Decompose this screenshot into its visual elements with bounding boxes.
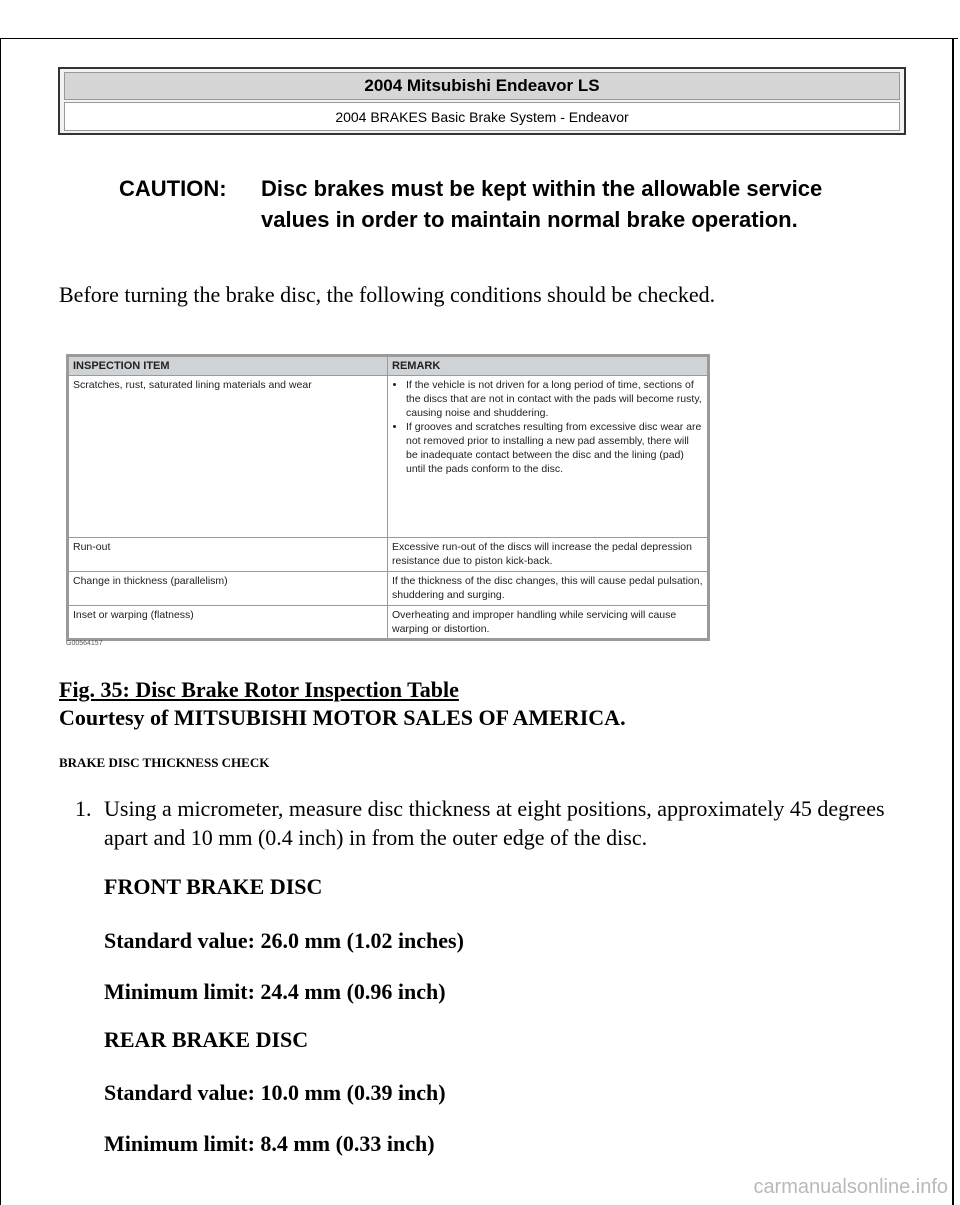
table-cell-remark: Overheating and improper handling while servicing will cause warping or distortion. bbox=[388, 606, 709, 640]
section-heading: BRAKE DISC THICKNESS CHECK bbox=[59, 755, 270, 770]
remark-bullet: • If the vehicle is not driven for a long period of time, sections of the discs that are not in contact with the pads will become rusty, causing noise and shuddering. bbox=[406, 378, 703, 420]
site-watermark: carmanualsonline.info bbox=[753, 1176, 948, 1198]
rear-standard-value: Standard value: 10.0 mm (0.39 inch) bbox=[104, 1080, 446, 1105]
rear-disc-heading: REAR BRAKE DISC bbox=[104, 1027, 309, 1052]
header-subtitle: 2004 BRAKES Basic Brake System - Endeavor bbox=[64, 102, 900, 131]
document-header bbox=[58, 67, 906, 135]
front-standard-value: Standard value: 26.0 mm (1.02 inches) bbox=[104, 928, 464, 953]
table-cell-remark bbox=[388, 376, 709, 538]
table-cell-item: Run-out bbox=[68, 538, 388, 572]
column-header-remark: REMARK bbox=[388, 356, 709, 376]
inspection-table bbox=[66, 354, 710, 641]
front-disc-heading: FRONT BRAKE DISC bbox=[104, 874, 323, 899]
front-minimum-limit: Minimum limit: 24.4 mm (0.96 inch) bbox=[104, 979, 446, 1004]
page-frame-left bbox=[0, 38, 1, 1205]
step-number: 1. bbox=[75, 796, 92, 821]
figure-code: G00564157 bbox=[66, 640, 103, 647]
column-header-item: INSPECTION ITEM bbox=[68, 356, 388, 376]
table-row bbox=[68, 376, 709, 538]
header-title: 2004 Mitsubishi Endeavor LS bbox=[64, 72, 900, 100]
caution-label: CAUTION: bbox=[119, 176, 227, 201]
caution-text: Disc brakes must be kept within the allowable service values in order to maintain normal brake operation. bbox=[261, 176, 823, 232]
step-text: Using a micrometer, measure disc thickness at eight positions, approximately 45 degrees apart and 10 mm (0.4 inch) in from the outer edge of the disc. bbox=[104, 796, 885, 850]
table-row bbox=[68, 606, 709, 640]
page-frame-right bbox=[952, 38, 954, 1205]
table-row bbox=[68, 538, 709, 572]
table-row bbox=[68, 572, 709, 606]
table-cell-item: Inset or warping (flatness) bbox=[68, 606, 388, 640]
rear-minimum-limit: Minimum limit: 8.4 mm (0.33 inch) bbox=[104, 1131, 435, 1156]
page-frame-top bbox=[0, 38, 958, 39]
remark-bullet: • If grooves and scratches resulting from excessive disc wear are not removed prior to installing a new pad assembly, there will be inadequate contact between the disc and the lining (pad) until the pads conform to the disc. bbox=[406, 420, 703, 476]
figure-title-link[interactable]: Fig. 35: Disc Brake Rotor Inspection Table bbox=[59, 677, 459, 702]
table-cell-item: Change in thickness (parallelism) bbox=[68, 572, 388, 606]
table-header-row bbox=[68, 356, 709, 376]
intro-paragraph: Before turning the brake disc, the following conditions should be checked. bbox=[59, 282, 716, 307]
figure-caption bbox=[59, 676, 626, 732]
table-cell-remark: If the thickness of the disc changes, this will cause pedal pulsation, shuddering and surging. bbox=[388, 572, 709, 606]
inspection-figure bbox=[66, 350, 712, 650]
figure-courtesy: Courtesy of MITSUBISHI MOTOR SALES OF AMERICA. bbox=[59, 705, 626, 730]
table-cell-remark: Excessive run-out of the discs will increase the pedal depression resistance due to piston kick-back. bbox=[388, 538, 709, 572]
remark-list bbox=[392, 378, 703, 476]
table-cell-item: Scratches, rust, saturated lining materials and wear bbox=[68, 376, 388, 538]
